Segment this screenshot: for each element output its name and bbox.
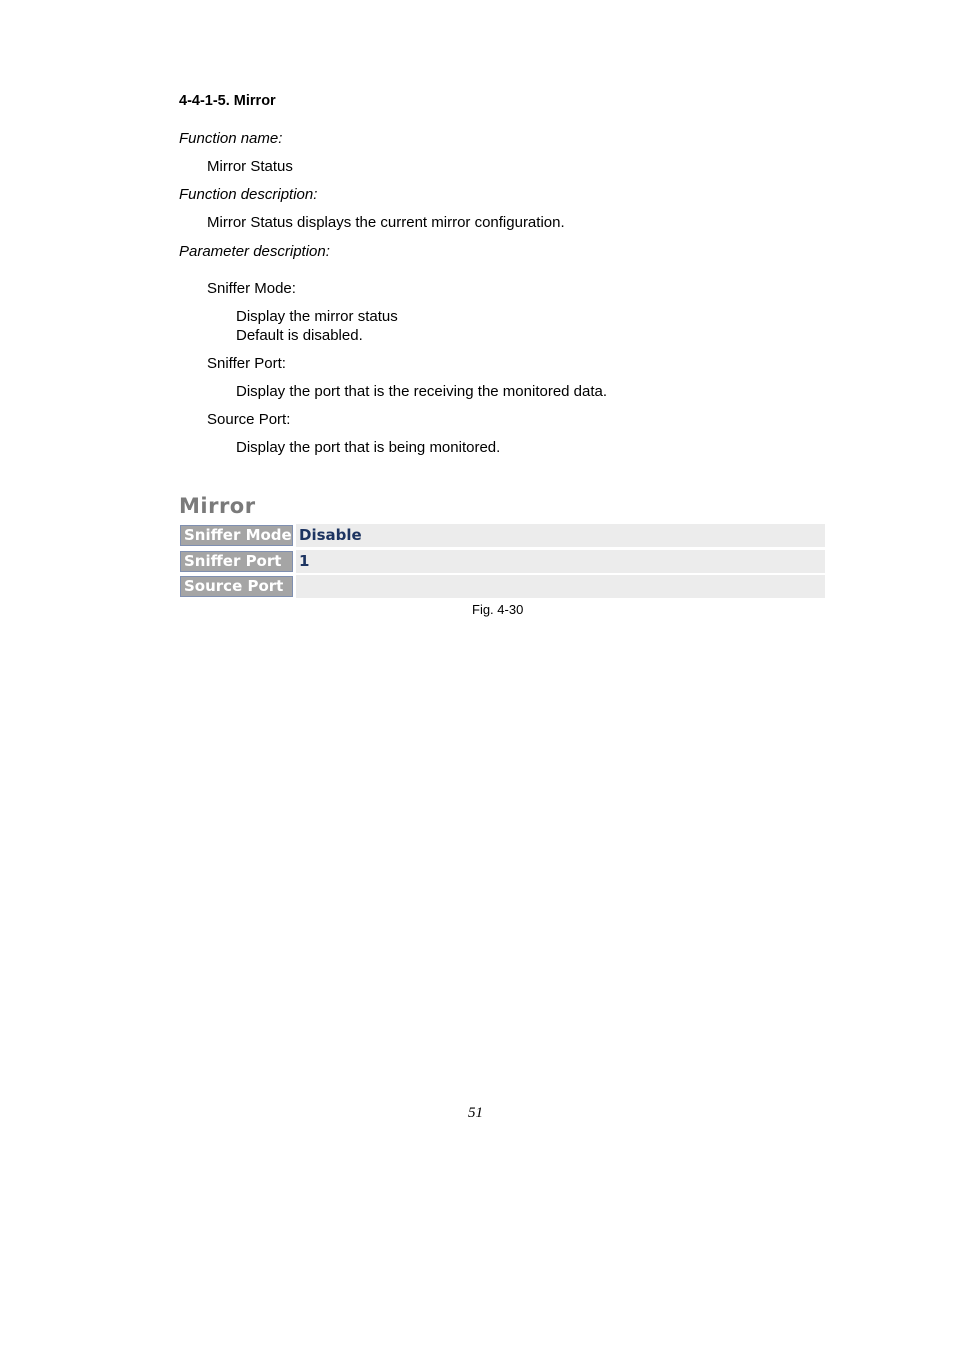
source-port-value <box>296 575 825 598</box>
table-row <box>179 524 825 547</box>
table-row <box>179 550 825 573</box>
page-number: 51 <box>468 1105 483 1121</box>
param-sniffer-port-desc: Display the port that is the receiving the monitored data. <box>236 383 608 400</box>
source-port-key: Source Port <box>180 576 293 597</box>
table-row <box>179 575 825 598</box>
param-source-port-name: Source Port: <box>207 411 291 428</box>
param-source-port-desc: Display the port that is being monitored. <box>236 439 501 456</box>
mirror-status-table <box>179 524 825 601</box>
sniffer-port-value: 1 <box>296 550 825 573</box>
figure-title: Mirror <box>179 494 256 518</box>
function-description-label: Function description: <box>179 186 318 203</box>
section-heading: 4-4-1-5. Mirror <box>179 93 276 109</box>
sniffer-mode-value: Disable <box>296 524 825 547</box>
figure-caption: Fig. 4-30 <box>472 602 524 617</box>
parameter-description-label: Parameter description: <box>179 243 330 260</box>
function-description-text: Mirror Status displays the current mirror configuration. <box>207 214 565 231</box>
function-name-label: Function name: <box>179 130 283 147</box>
param-sniffer-mode-desc-2: Default is disabled. <box>236 327 363 344</box>
sniffer-port-key: Sniffer Port <box>180 551 293 572</box>
param-sniffer-mode-desc-1: Display the mirror status <box>236 308 398 325</box>
param-sniffer-mode-name: Sniffer Mode: <box>207 280 296 297</box>
sniffer-mode-key: Sniffer Mode <box>180 525 293 546</box>
function-name-value: Mirror Status <box>207 158 293 175</box>
param-sniffer-port-name: Sniffer Port: <box>207 355 286 372</box>
